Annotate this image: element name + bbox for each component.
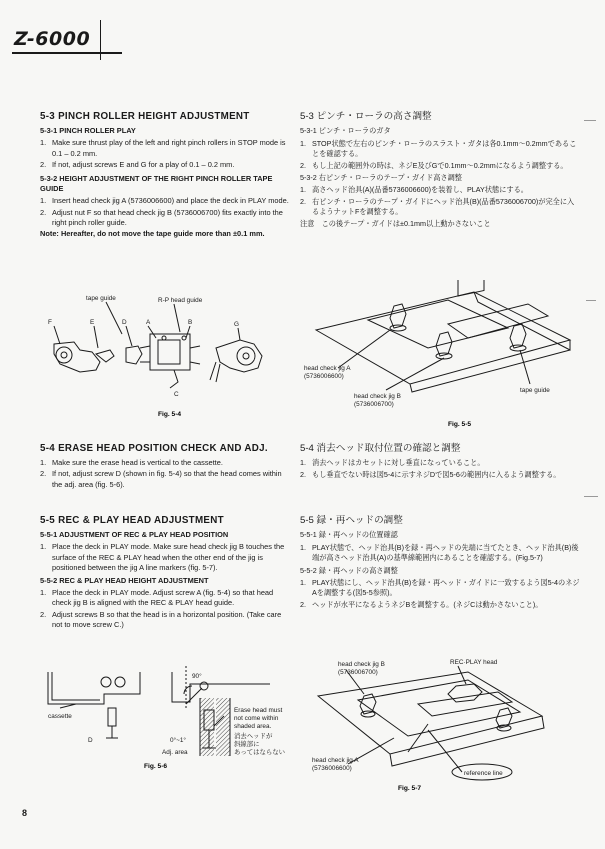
fig56-note-jp-2: 斜線部に (234, 741, 260, 748)
list-item: 2. 右ピンチ・ローラのテープ・ガイドにヘッド治具(B)(品番5736006700)が完全に入るようナットFを調整する。 (300, 196, 575, 217)
header-divider (100, 20, 101, 60)
en-section-5-4 (40, 444, 290, 491)
jig-b-body (418, 692, 512, 716)
cassette-outline-right (172, 672, 270, 702)
fig55-jig-b-part: (5736006700) (354, 401, 394, 408)
reference-line-mark (408, 724, 428, 752)
model-number: Z-6000 (14, 28, 91, 50)
rec-play-head (448, 684, 482, 702)
fig57-caption: Fig. 5-7 (398, 785, 422, 792)
jp-s551-title: 5-5-1 録・再ヘッドの位置確認 (300, 530, 398, 540)
fig-5-4-diagram (40, 292, 290, 422)
header-underline (12, 52, 122, 54)
fig56-cassette-label: cassette (48, 713, 72, 720)
shaded-area (200, 698, 214, 756)
fig57-reference-line-label: reference line (464, 770, 503, 777)
jp-section-5-5 (300, 516, 580, 611)
right-pinch-roller (237, 347, 255, 365)
jp-section-5-3 (300, 112, 580, 230)
list-item: 2. Adjust nut F so that head check jig B (5736006700) fits exactly into the right pinch roller guide. (40, 207, 283, 227)
deck-plate (318, 672, 542, 754)
left-pinch-roller (56, 347, 72, 363)
fig56-angle-90: 90° (192, 673, 202, 680)
jp-s55-title: 5-5 録・再ヘッドの調整 (300, 515, 403, 526)
fig54-G: G (234, 321, 239, 328)
list-item: 1. Place the deck in PLAY mode. Adjust screw A (fig. 5-4) so that head check jig B is aligned with the REC & PLAY head guide. (40, 588, 274, 608)
cassette-outline-left (48, 672, 140, 704)
fig56-note-jp-3: あってはならない (234, 749, 286, 756)
list-item: 1. Make sure thrust play of the left and right pinch rollers in STOP mode is 0.1 – 0.2 mm. (40, 138, 286, 158)
fig56-note-en-3: shaded area. (234, 723, 272, 730)
fig55-jig-a-part: (5736006600) (304, 373, 344, 380)
leader-rp-head-guide (174, 304, 180, 332)
en-s55-title: 5-5 REC & PLAY HEAD ADJUSTMENT (40, 515, 224, 526)
fig57-jig-a-part: (5736006600) (312, 765, 352, 772)
list-item: 2. ヘッドが水平になるようネジBを調整する。(ネジCは動かさないこと)。 (300, 599, 543, 609)
fig56-note-en-1: Erase head must (234, 707, 283, 714)
list-item: 2. Adjust screws B so that the head is in a horizontal position. (Take care not to move screw C.) (40, 609, 282, 629)
list-item: 2. もし上記の範囲外の時は、ネジE及びGで0.1mm～0.2mmになるよう調整する。 (300, 160, 568, 170)
list-item: 1. PLAY状態にし、ヘッド治具(B)を録・再ヘッド・ガイドに一致するよう図5-4のネジAを調整する(図5-5参照)。 (300, 578, 580, 598)
fig-5-7-diagram (298, 656, 578, 796)
edge-mark (584, 496, 598, 497)
fig-5-5-diagram (298, 280, 578, 432)
list-item: 1. STOP状態で左右のピンチ・ローラのスラスト・ガタは各0.1mm～0.2mmであることを確認する。 (300, 138, 577, 159)
erase-head (126, 346, 142, 364)
list-item: 1. PLAY状態で、ヘッド治具(B)を録・再ヘッドの先端に当てたとき、ヘッド治具(B)後端が高さヘッド治具(A)の基準線範囲内にあることを確認する。(Fig.5-7) (300, 542, 579, 563)
jp-s54-title: 5-4 消去ヘッド取付位置の確認と調整 (300, 443, 461, 454)
list-item: 2. もし垂直でない時は図5-4に示すネジDで図5-6の範囲内に入るよう調整する。 (300, 469, 561, 479)
list-item: 1. 高さヘッド治具(A)(品番5736006600)を装着し、PLAY状態にする。 (300, 185, 528, 195)
fig55-jig-b-label: head check jig B (354, 393, 401, 400)
en-s53-title: 5-3 PINCH ROLLER HEIGHT ADJUSTMENT (40, 111, 250, 122)
list-item: 2. If not, adjust screw D (shown in fig. 5-4) so that the head comes within the adj. area (fig. 5-6). (40, 469, 282, 489)
left-pinch-roller-arm (54, 342, 100, 372)
en-s54-title: 5-4 ERASE HEAD POSITION CHECK AND ADJ. (40, 443, 268, 454)
list-item: 1. 消去ヘッドはカセットに対し垂直になっていること。 (300, 458, 485, 468)
fig54-F: F (48, 319, 52, 326)
jp-s532-note: 注意 この後テープ・ガイドは±0.1mm以上動かさないこと (300, 218, 491, 228)
jp-section-5-4 (300, 444, 580, 481)
page-number: 8 (22, 808, 28, 818)
leader-jig-a (338, 330, 390, 368)
edge-mark (586, 300, 596, 301)
fig56-caption: Fig. 5-6 (144, 763, 168, 770)
edge-mark (584, 120, 596, 121)
fig-5-6-diagram (40, 664, 290, 774)
fig54-D: D (122, 319, 127, 326)
en-s552-title: 5-5-2 REC & PLAY HEAD HEIGHT ADJUSTMENT (40, 576, 209, 586)
fig57-rec-play-head-label: REC·PLAY head (450, 659, 498, 666)
fig56-adj-area: Adj. area (162, 749, 188, 756)
jp-s53-title: 5-3 ピンチ・ローラの高さ調整 (300, 111, 432, 122)
fig54-B: B (188, 319, 193, 326)
en-section-5-5 (40, 516, 290, 631)
screw-c-leader (170, 370, 178, 388)
left-pin (390, 304, 406, 328)
fig56-note-en-2: not come within (234, 715, 279, 722)
rec-play-head-block (150, 334, 190, 370)
jp-s532-title: 5-3-2 右ピンチ・ローラのテープ・ガイド高さ調整 (300, 173, 462, 183)
list-item: 1. Make sure the erase head is vertical to the cassette. (40, 458, 223, 468)
fig54-caption: Fig. 5-4 (158, 411, 182, 418)
fig54-tape-guide-label: tape guide (86, 295, 116, 302)
en-s532-title: 5-3-2 HEIGHT ADJUSTMENT OF THE RIGHT PINCH ROLLER TAPE GUIDE (40, 174, 273, 194)
en-section-5-3 (40, 112, 290, 240)
fig56-angle-range: 0°~1° (170, 737, 186, 744)
fig55-tape-guide-label: tape guide (520, 387, 550, 394)
list-item: 1. Insert head check jig A (5736006600) and place the deck in PLAY mode. (40, 196, 289, 206)
fig54-rp-head-guide-label: R-P head guide (158, 297, 203, 304)
fig55-caption: Fig. 5-5 (448, 421, 472, 428)
fig54-C: C (174, 391, 179, 398)
fig57-jig-b-part: (5736006700) (338, 669, 378, 676)
leader-tape-guide (106, 302, 122, 334)
jp-s531-title: 5-3-1 ピンチ・ローラのガタ (300, 126, 391, 136)
fig57-jig-b-label: head check jig B (338, 661, 385, 668)
jp-s552-title: 5-5-2 録・再ヘッドの高さ調整 (300, 565, 398, 575)
leader-tape-guide (520, 350, 530, 384)
fig54-E: E (90, 319, 95, 326)
en-s531-title: 5-3-1 PINCH ROLLER PLAY (40, 126, 136, 136)
right-pin (510, 324, 526, 348)
leader-cassette (60, 704, 76, 708)
leader-jig-b (386, 358, 444, 390)
list-item: 2. If not, adjust screws E and G for a play of 0.1 – 0.2 mm. (40, 159, 235, 169)
list-item: 1. Place the deck in PLAY mode. Make sure head check jig B touches the surface of the REC & PLAY head when the other end of the jig is positioned between the jig A line markers (fig. 5-7). (40, 542, 285, 572)
leader-reference-line (428, 730, 462, 772)
fig55-jig-a-label: head check jig A (304, 365, 351, 372)
fig54-A: A (146, 319, 151, 326)
fig57-jig-a-label: head check jig A (312, 757, 359, 764)
en-s532-note: Note: Hereafter, do not move the tape guide more than ±0.1 mm. (40, 229, 265, 239)
erase-head-left (108, 708, 116, 726)
en-s551-title: 5-5-1 ADJUSTMENT OF REC & PLAY HEAD POSITION (40, 530, 229, 540)
fig56-note-jp-1: 消去ヘッドが (234, 733, 273, 740)
fig56-D-label: D (88, 737, 93, 744)
